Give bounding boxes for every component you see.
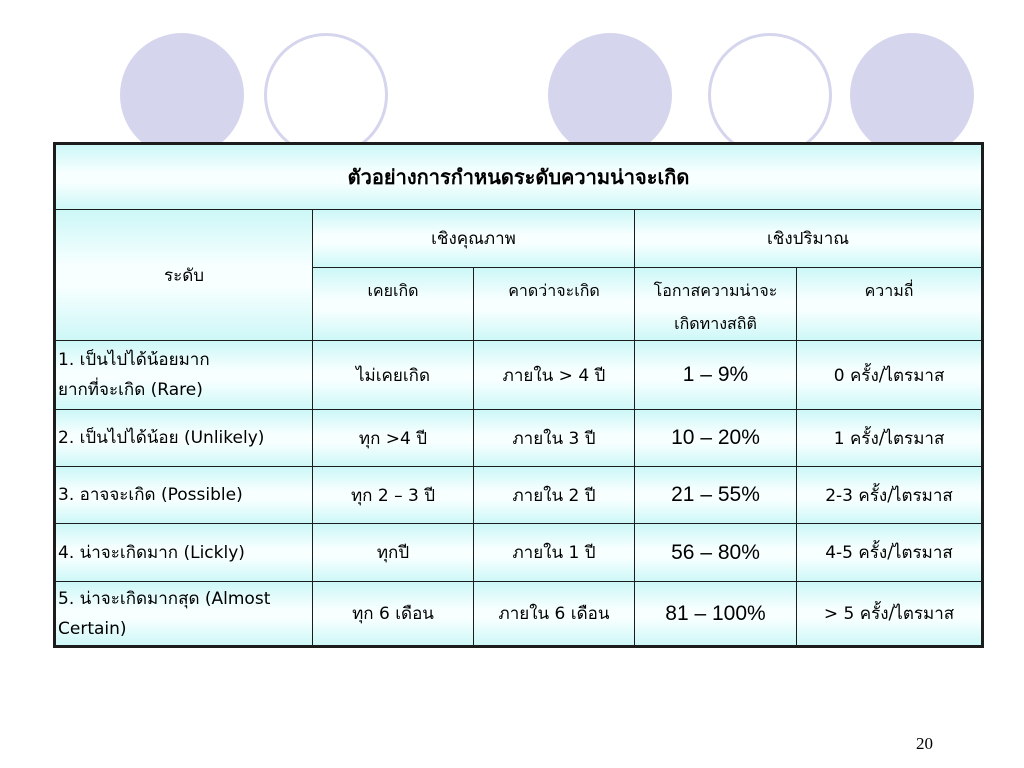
header-expected-label: คาดว่าจะเกิด <box>508 281 600 300</box>
cell-level <box>55 467 313 524</box>
cell-probability: 10 – 20% <box>635 410 797 467</box>
cell-level-line: 4. น่าจะเกิดมาก (Lickly) <box>58 542 245 563</box>
cell-level <box>55 410 313 467</box>
cell-expected: ภายใน > 4 ปี <box>474 341 635 410</box>
table-header-row <box>55 210 983 268</box>
cell-expected: ภายใน 6 เดือน <box>474 582 635 647</box>
header-occurred <box>313 268 474 341</box>
cell-occurred: ทุก 2 – 3 ปี <box>313 467 474 524</box>
cell-occurred: ทุก 6 เดือน <box>313 582 474 647</box>
cell-level-line: 5. น่าจะเกิดมากสุด (Almost <box>58 588 271 609</box>
cell-frequency: 0 ครั้ง/ไตรมาส <box>797 341 983 410</box>
table-title-row <box>55 144 983 210</box>
header-probability-line: เกิดทางสถิติ <box>674 314 757 333</box>
table-title: ตัวอย่างการกำหนดระดับความน่าจะเกิด <box>55 144 983 210</box>
cell-occurred: ทุก >4 ปี <box>313 410 474 467</box>
header-quantitative: เชิงปริมาณ <box>635 210 983 268</box>
cell-level-line: ยากที่จะเกิด (Rare) <box>58 380 203 400</box>
table-row <box>55 467 983 524</box>
cell-level-line: 2. เป็นไปได้น้อย (Unlikely) <box>58 428 265 448</box>
cell-level-line: 1. เป็นไปได้น้อยมาก <box>58 350 210 370</box>
header-probability-line: โอกาสความน่าจะ <box>653 281 778 300</box>
table-row <box>55 410 983 467</box>
cell-frequency: 2-3 ครั้ง/ไตรมาส <box>797 467 983 524</box>
header-qualitative: เชิงคุณภาพ <box>313 210 635 268</box>
cell-occurred: ไม่เคยเกิด <box>313 341 474 410</box>
table-row <box>55 524 983 582</box>
cell-expected: ภายใน 2 ปี <box>474 467 635 524</box>
cell-expected: ภายใน 3 ปี <box>474 410 635 467</box>
cell-level-line: Certain) <box>58 618 127 639</box>
header-expected <box>474 268 635 341</box>
decor-circle-filled <box>548 33 672 157</box>
decor-circle-filled <box>850 33 974 157</box>
likelihood-table <box>53 142 984 648</box>
table-row <box>55 582 983 647</box>
likelihood-table-container <box>53 142 981 637</box>
cell-occurred: ทุกปี <box>313 524 474 582</box>
table-row <box>55 341 983 410</box>
cell-probability: 81 – 100% <box>635 582 797 647</box>
decor-circle-outline <box>708 33 832 157</box>
cell-level <box>55 524 313 582</box>
cell-frequency: 4-5 ครั้ง/ไตรมาส <box>797 524 983 582</box>
cell-expected: ภายใน 1 ปี <box>474 524 635 582</box>
header-frequency-label: ความถี่ <box>864 281 914 300</box>
header-probability <box>635 268 797 341</box>
cell-probability: 56 – 80% <box>635 524 797 582</box>
cell-probability: 1 – 9% <box>635 341 797 410</box>
cell-frequency: > 5 ครั้ง/ไตรมาส <box>797 582 983 647</box>
cell-level <box>55 341 313 410</box>
header-occurred-label: เคยเกิด <box>367 281 419 300</box>
decor-circle-filled <box>120 33 244 157</box>
cell-level <box>55 582 313 647</box>
decor-circle-outline <box>264 33 388 157</box>
header-level: ระดับ <box>55 210 313 341</box>
cell-probability: 21 – 55% <box>635 467 797 524</box>
header-frequency <box>797 268 983 341</box>
page-number: 20 <box>916 734 933 753</box>
cell-level-line: 3. อาจจะเกิด (Possible) <box>58 485 243 505</box>
cell-frequency: 1 ครั้ง/ไตรมาส <box>797 410 983 467</box>
